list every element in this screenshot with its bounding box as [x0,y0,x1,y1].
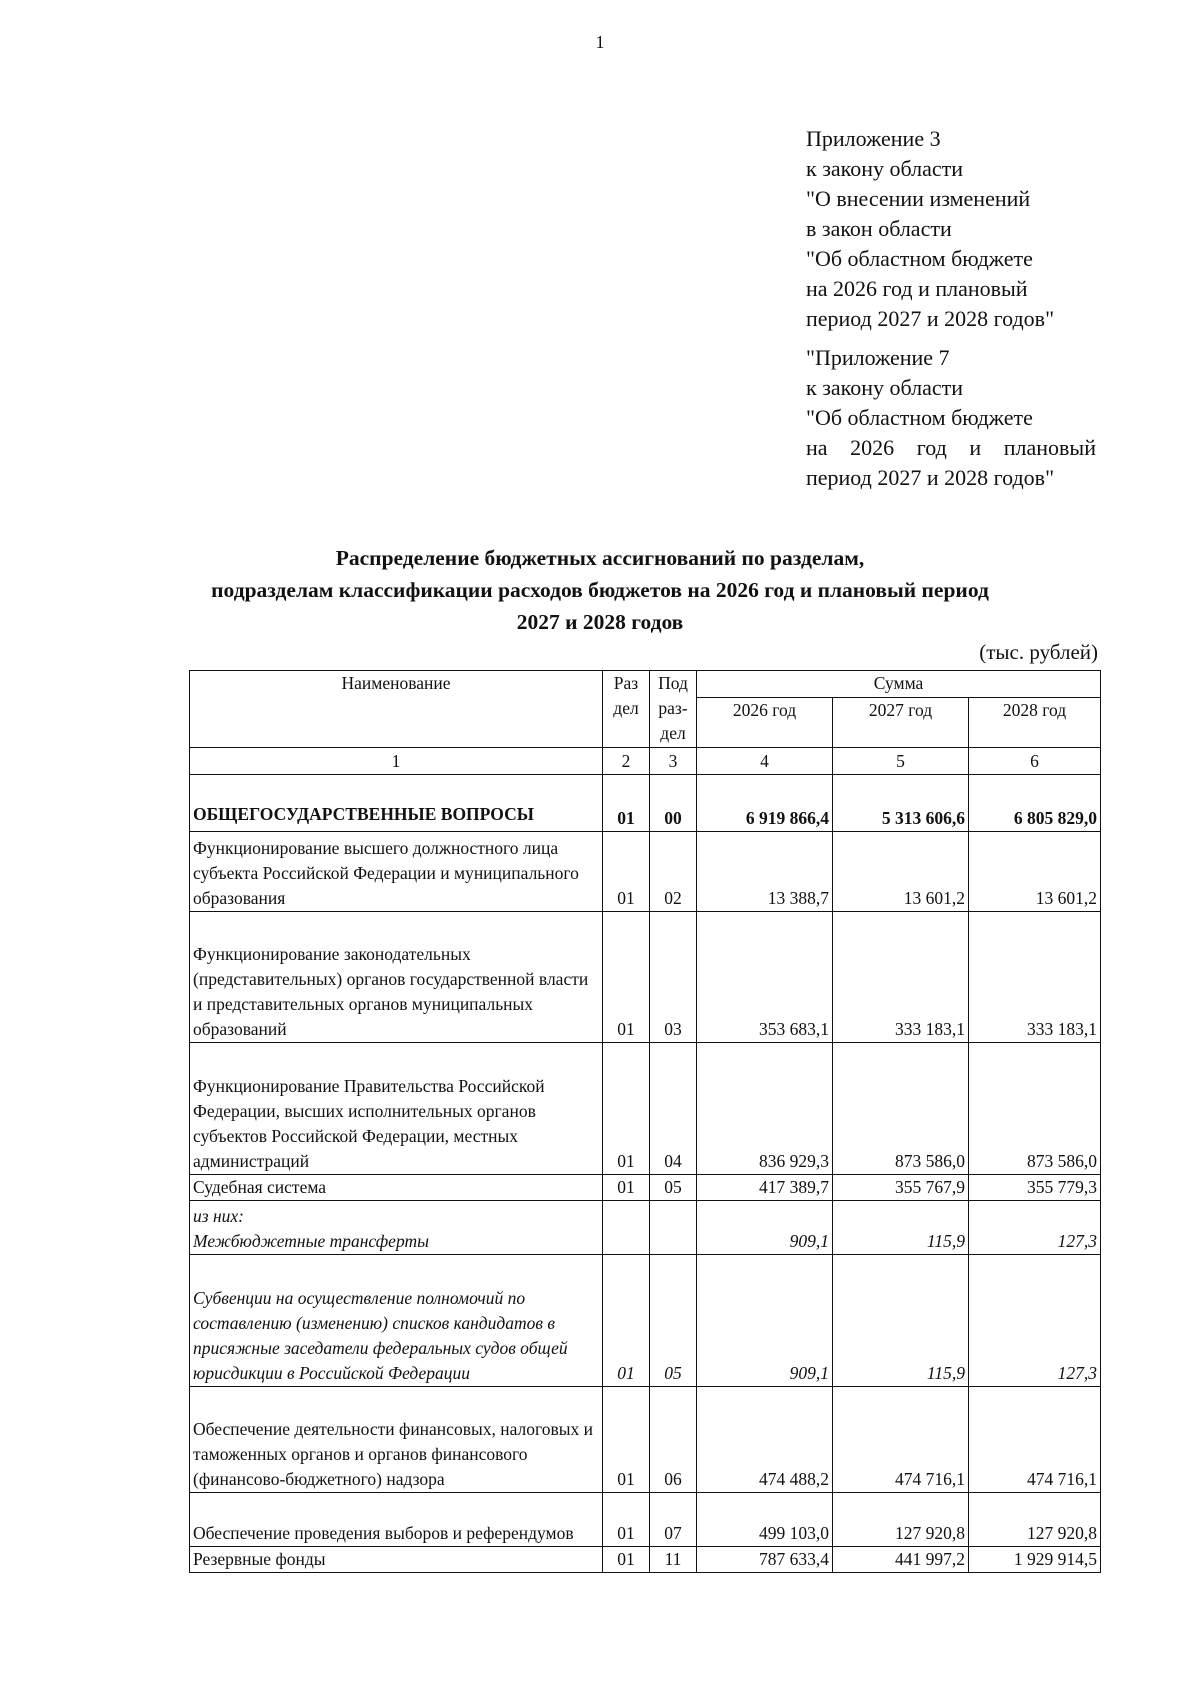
row-podrazdel: 04 [650,1043,697,1175]
row-value-2026: 353 683,1 [697,912,833,1043]
appendix-line: на 2026 год и плановый [806,276,1028,301]
header-name: Наименование [190,671,603,748]
row-value-2027: 441 997,2 [833,1547,969,1573]
row-razdel: 01 [603,1043,650,1175]
row-value-2028: 355 779,3 [969,1175,1101,1201]
row-value-2028: 127,3 [969,1255,1101,1387]
appendix-line: "Об областном бюджете [806,246,1033,271]
column-number: 1 [190,748,603,775]
row-podrazdel: 05 [650,1175,697,1201]
header-year-2026: 2026 год [697,698,833,748]
units-label: (тыс. рублей) [979,640,1098,664]
row-value-2027: 873 586,0 [833,1043,969,1175]
row-name: Резервные фонды [190,1547,603,1573]
row-name: Субвенции на осуществление полномочий по составлению (изменению) списков кандидатов в присяжные заседатели федеральных судов общей юрисдикции в Российской Федерации [190,1255,603,1387]
appendix-word: на [806,435,828,460]
header-text: дел [660,723,686,743]
row-razdel: 01 [603,1493,650,1547]
table-row [190,1493,1101,1547]
title-line: 2027 и 2028 годов [516,610,684,634]
row-value-2028: 873 586,0 [969,1043,1101,1175]
row-podrazdel: 03 [650,912,697,1043]
appendix-line: "О внесении изменений [806,186,1031,211]
row-value-2027: 333 183,1 [833,912,969,1043]
row-value-2027: 115,9 [833,1255,969,1387]
row-value-2026: 909,1 [697,1201,833,1255]
row-razdel: 01 [603,1255,650,1387]
header-podrazdel [650,671,697,748]
row-podrazdel: 11 [650,1547,697,1573]
table-row [190,1547,1101,1573]
row-razdel: 01 [603,1547,650,1573]
row-podrazdel: 02 [650,832,697,912]
table-row [190,1043,1101,1175]
row-value-2026: 787 633,4 [697,1547,833,1573]
row-value-2026: 13 388,7 [697,832,833,912]
row-value-2026: 474 488,2 [697,1387,833,1493]
row-razdel: 01 [603,1175,650,1201]
table-row [190,1255,1101,1387]
appendix-line: к закону области [806,156,964,181]
table-row [190,832,1101,912]
title-line: подразделам классификации расходов бюджетов на 2026 год и плановый период [211,578,989,602]
column-number-row [190,748,1101,775]
appendix-3-header [806,124,1096,334]
row-name-line: Межбюджетные трансферты [193,1231,429,1251]
row-podrazdel: 05 [650,1255,697,1387]
row-value-2028: 6 805 829,0 [969,775,1101,832]
row-value-2026: 836 929,3 [697,1043,833,1175]
row-value-2028: 13 601,2 [969,832,1101,912]
row-name [190,1201,603,1255]
header-summa: Сумма [697,671,1101,698]
appendix-line: Приложение 3 [806,126,941,151]
row-razdel [603,1201,650,1255]
appendix-line: "Об областном бюджете [806,405,1033,430]
row-value-2027: 115,9 [833,1201,969,1255]
budget-table [189,670,1101,1573]
row-name: Обеспечение проведения выборов и референдумов [190,1493,603,1547]
table-row [190,1175,1101,1201]
row-razdel: 01 [603,912,650,1043]
row-razdel: 01 [603,832,650,912]
table-row [190,912,1101,1043]
title-line: Распределение бюджетных ассигнований по разделам, [335,546,865,570]
row-value-2027: 5 313 606,6 [833,775,969,832]
page-number: 1 [595,32,605,52]
header-text: раз- [658,698,688,718]
row-name: Функционирование Правительства Российской Федерации, высших исполнительных органов субъектов Российской Федерации, местных администраций [190,1043,603,1175]
row-value-2028: 127,3 [969,1201,1101,1255]
appendix-line: в закон области [806,216,952,241]
row-name: Судебная система [190,1175,603,1201]
row-value-2026: 6 919 866,4 [697,775,833,832]
row-name: Обеспечение деятельности финансовых, налоговых и таможенных органов и органов финансового (финансово-бюджетного) надзора [190,1387,603,1493]
row-podrazdel: 06 [650,1387,697,1493]
document-title [160,542,1040,638]
column-number: 4 [697,748,833,775]
column-number: 2 [603,748,650,775]
header-year-2027: 2027 год [833,698,969,748]
row-value-2026: 909,1 [697,1255,833,1387]
row-value-2027: 127 920,8 [833,1493,969,1547]
appendix-word: и [969,435,982,460]
header-row [190,671,1101,698]
appendix-line: "Приложение 7 [806,345,950,370]
column-number: 6 [969,748,1101,775]
column-number: 5 [833,748,969,775]
header-razdel [603,671,650,748]
table-row [190,775,1101,832]
row-value-2028: 1 929 914,5 [969,1547,1101,1573]
row-value-2027: 13 601,2 [833,832,969,912]
row-value-2028: 127 920,8 [969,1493,1101,1547]
row-name: Функционирование высшего должностного лица субъекта Российской Федерации и муниципального образования [190,832,603,912]
header-text: Раз [613,673,639,693]
header-text: дел [613,698,639,718]
row-podrazdel: 00 [650,775,697,832]
appendix-word: плановый [1003,435,1096,460]
row-razdel: 01 [603,1387,650,1493]
table-row [190,1201,1101,1255]
header-text: Под [658,673,688,693]
row-value-2026: 499 103,0 [697,1493,833,1547]
row-razdel: 01 [603,775,650,832]
row-value-2026: 417 389,7 [697,1175,833,1201]
row-value-2028: 474 716,1 [969,1387,1101,1493]
header-year-2028: 2028 год [969,698,1101,748]
row-value-2027: 355 767,9 [833,1175,969,1201]
column-number: 3 [650,748,697,775]
appendix-line: период 2027 и 2028 годов" [806,306,1055,331]
row-podrazdel: 07 [650,1493,697,1547]
row-value-2027: 474 716,1 [833,1387,969,1493]
row-name: Функционирование законодательных (представительных) органов государственной власти и представительных органов муниципальных образований [190,912,603,1043]
table-row [190,1387,1101,1493]
row-value-2028: 333 183,1 [969,912,1101,1043]
row-name-line: из них: [193,1206,244,1226]
appendix-word: год [916,435,947,460]
row-podrazdel [650,1201,697,1255]
appendix-line: к закону области [806,375,964,400]
appendix-word: 2026 [850,435,895,460]
appendix-line: период 2027 и 2028 годов" [806,465,1055,490]
appendix-7-header [806,343,1096,493]
row-name: ОБЩЕГОСУДАРСТВЕННЫЕ ВОПРОСЫ [190,775,603,832]
appendix-justified-line [806,433,1096,463]
